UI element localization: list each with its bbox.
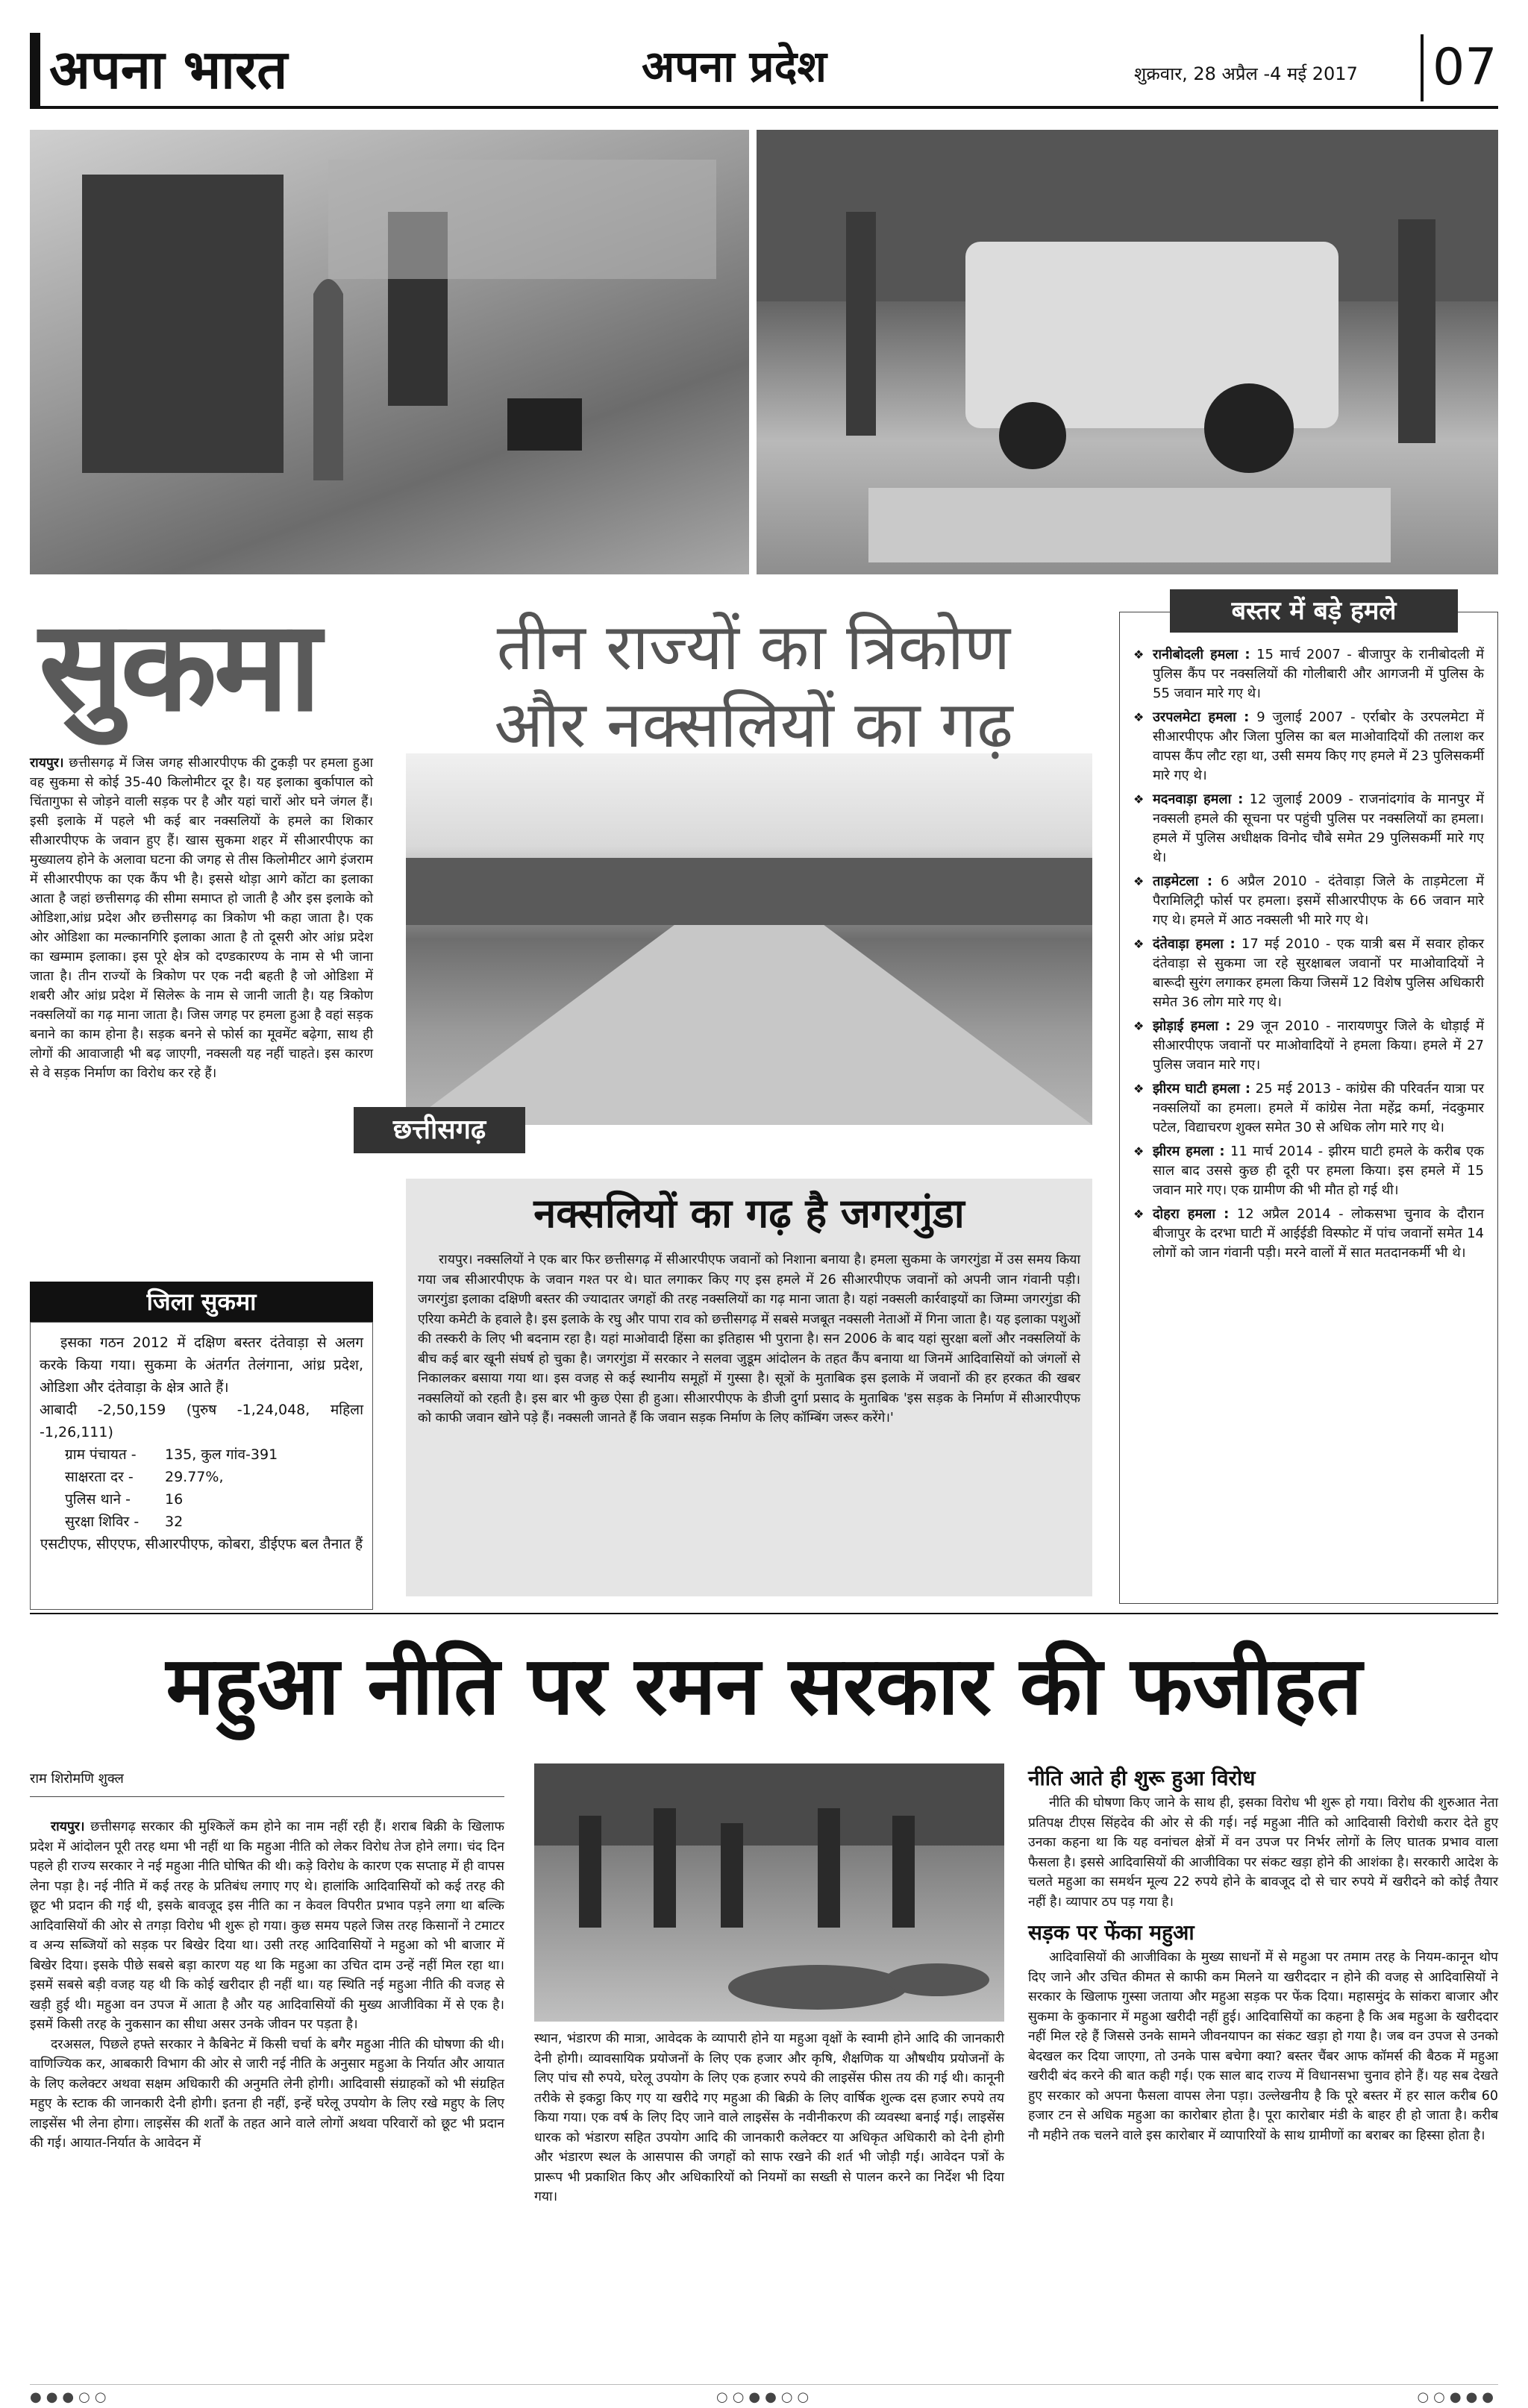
mahua-column-1 bbox=[30, 1817, 504, 2154]
photo-maoist-camp bbox=[30, 130, 749, 574]
mahua-col3-para-1: नीति की घोषणा किए जाने के साथ ही, इसका विरोध भी शुरू हो गया। विरोध की शुरुआत नेता प्रतिपक्ष टीएस सिंहदेव की ओर से की गई। नई महुआ नीति को आदिवासी विरोधी करार देते हुए उनका कहना था कि यह वनांचल क्षेत्रों में वन उपज पर निर्भर लोगों के लिए घातक प्रभाव वाला फैसला है। इससे आदिवासियों की आजीविका पर संकट खड़ा होने की आशंका है। सरकारी आदेश के चलते महुआ का समर्थन मूल्य 22 रुपये होने के बावजूद दो से चार रुपये में खरीदने को कोई तैयार नहीं है। व्यापार ठप पड़ गया है। bbox=[1028, 1796, 1498, 1910]
mahua-col3-para-2: आदिवासियों की आजीविका के मुख्य साधनों में से महुआ पर तमाम तरह के नियम-कानून थोप दिए जाने और उचित कीमत से काफी कम मिलने या खरीददार न होने की वजह से आदिवासियों ने सरकार के खिलाफ गुस्सा जताया और महुआ सड़क पर फेंक दिया। महासमुंद के सांकरा बाजार और सुकमा के कुकानार में महुआ खरीदी नहीं हुई। आदिवासियों का कहना है कि अब महुआ के खरीददार नहीं मिल रहे हैं जिससे उनके सामने जीवनयापन का संकट खड़ा हो गया है। जब वन उपज से उनको बेदखल कर दिया जाएगा, तो उनके पास बचेगा क्या? बस्तर चैंबर आफ कॉमर्स की बैठक में महुआ खरीदी बंद करने की बात कही गई। एक साल बाद राज्य में विधानसभा चुनाव होने हैं। यह सब देखते हुए सरकार को अपना फैसला वापस लेना पड़ा। उल्लेखनीय है कि पूरे बस्तर में हर साल करीब 60 हजार टन से अधिक महुआ का कारोबार होता है। पूरा कारोबार मंडी के बाहर ही हो जाता है। करीब नौ महीने तक चलने वाले इस कारोबार में व्यापारियों के साथ ग्रामीणों का बराबर का हिस्सा होता है। bbox=[1028, 1950, 1498, 2143]
attack-item bbox=[1133, 645, 1484, 703]
mahua-col2-text: स्थान, भंडारण की मात्रा, आवेदक के व्यापारी होने या महुआ वृक्षों के स्वामी होने आदि की जानकारी देनी होगी। व्यावसायिक प्रयोजनों के लिए एक हजार और कृषि, शैक्षणिक या औषधीय प्रयोजनों के लिए पांच सौ रुपये, घरेलू उपयोग के लिए एक हजार रुपये की लाइसेंस फीस तय की गई थी। कानूनी तरीके से इकट्ठा किए गए या खरीदे गए महुआ की बिक्री के लिए वार्षिक शुल्क दस हजार रुपये तय किया गया। एक वर्ष के लिए दिए जाने वाले लाइसेंस के नवीनीकरण की व्यवस्था बनाई गई। लाइसेंस धारक को भंडारण सहित उपयोग आदि की जानकारी कलेक्टर या अधिकृत अधिकारी को देनी होगी और भंडारण स्थल के आसपास की जगहों को साफ रखने की शर्त भी जोड़ी गई। आवेदन पत्रों के प्रारूप भी प्रकाशित किए और अधिकारियों को नियमों का सख्ती से पालन करने का निर्देश भी दिया गया। bbox=[534, 2031, 1004, 2204]
district-stat-row: पुलिस थाने - 16 bbox=[65, 1491, 184, 1508]
attack-item bbox=[1133, 1142, 1484, 1200]
attack-name: झोड़ाई हमला : bbox=[1153, 1018, 1231, 1034]
dateline: शुक्रवार, 28 अप्रैल -4 मई 2017 bbox=[1134, 63, 1358, 84]
state-label: छत्तीसगढ़ bbox=[354, 1107, 525, 1153]
attack-name: झीरम घाटी हमला : bbox=[1153, 1081, 1251, 1097]
attack-text: 25 मई 2013 - कांग्रेस की परिवर्तन यात्रा पर नक्सलियों का हमला। हमले में कांग्रेस नेता महेंद्र कर्मा, नंदकुमार पटेल, विद्याचरण शुक्ल समेत 30 से अधिक लोग मारे गए थे। bbox=[1153, 1081, 1484, 1135]
jagargunda-headline: नक्सलियों का गढ़ है जगरगुंडा bbox=[533, 1190, 965, 1237]
subhead-road: सड़क पर फेंका महुआ bbox=[1028, 1920, 1194, 1945]
byline: राम शिरोमणि शुक्ल bbox=[30, 1769, 504, 1797]
attack-text: 6 अप्रैल 2010 - दंतेवाड़ा जिले के ताड़मेटला में पैरामिलिट्री फोर्स पर हमला। इसमें सीआरपीएफ के 66 जवान मारे गए थे। हमले में आठ नक्सली भी मारे गए थे। bbox=[1153, 874, 1484, 928]
attack-item bbox=[1133, 708, 1484, 786]
attack-text: 9 जुलाई 2007 - एर्राबोर के उरपलमेटा में सीआरपीएफ और जिला पुलिस का बल माओवादियों की तलाश कर वापस कैंप लौट रहा था, उसी समय किए गए हमले में 23 पुलिसकर्मी मारे गए थे। bbox=[1153, 709, 1484, 783]
attack-item bbox=[1133, 935, 1484, 1012]
footer-dots-icon: ●●●○○ bbox=[30, 2389, 111, 2405]
attack-name: झीरम हमला : bbox=[1153, 1144, 1225, 1159]
photo-jungle-road bbox=[406, 753, 1092, 1125]
mahua-para-1: छत्तीसगढ़ सरकार की मुश्किलें कम होने का नाम नहीं रही हैं। शराब बिक्री के खिलाफ प्रदेश में आंदोलन पूरी तरह थमा भी नहीं था कि महुआ नीति को लेकर विरोध तेज होने लगा। चंद दिन पहले ही राज्य सरकार ने नई महुआ नीति घोषित की थी। कड़े विरोध के कारण एक सप्ताह में ही वापस लेना पड़ा है। नई नीति में कई तरह के प्रतिबंध लगाए गए थे। हालांकि आदिवासियों को कई तरह की छूट भी प्रदान की गई थी, इसके बावजूद इस नीति का न केवल विपरीत प्रभाव पड़ने लगा था बल्कि आदिवासियों की ओर से तगड़ा विरोध भी शुरू हो गया। कुछ समय पहले जिस तरह किसानों ने टमाटर व अन्य सब्जियों को सड़क पर बिखेर दिया था। उसी तरह आदिवासियों ने महुआ को भी बाजार में बिखेर दिया। इसके पीछे सबसे बड़ा कारण यह था कि महुआ का उचित दाम उन्हें नहीं मिल रहा था। इसमें सबसे बड़ी वजह यह थी कि कोई खरीदार ही नहीं था। यह स्थिति नई महुआ नीति की वजह से खड़ी हुई थी। महुआ वन उपज में आता है और यह आदिवासियों की मुख्य आजीविका में से एक है। इसमें किसी तरह के नुकसान का सीधा असर उनके जीवन पर पड़ता है। bbox=[30, 1819, 505, 2032]
attack-name: दंतेवाड़ा हमला : bbox=[1153, 936, 1236, 952]
attack-item bbox=[1133, 1079, 1484, 1138]
attack-name: मदनवाड़ा हमला : bbox=[1153, 791, 1244, 807]
attack-item bbox=[1133, 872, 1484, 930]
sukma-body-text: छत्तीसगढ़ में जिस जगह सीआरपीएफ की टुकड़ी पर हमला हुआ वह सुकमा से कोई 35-40 किलोमीटर दूर है। यह इलाका बुर्कापाल को चिंतागुफा से जोड़ने वाली सड़क पर है और यहां चारों ओर घने जंगल हैं। इसी इलाके में पहले भी कई बार नक्सलियों के हमले का शिकार सीआरपीएफ के जवान हुए हैं। खास सुकमा शहर में सीआरपीएफ का मुख्यालय होने के अलावा घटना की जगह से तीस किलोमीटर आगे इंजराम में सीआरपीएफ का एक कैंप भी है। इससे थोड़ा आगे कोंटा का इलाका आता है जहां छत्तीसगढ़ की सीमा समाप्त हो जाती है और इस इलाके को ओडिशा,आंध्र प्रदेश और छत्तीसगढ़ का त्रिकोण भी कहा जाता है। एक ओर ओडिशा का मल्कानगिरि इलाका आता है तो दूसरी ओर आंध्र प्रदेश का खम्माम इलाका। इस पूरे क्षेत्र को दण्डकारण्य के नाम से भी जाना जाता है। तीन राज्यों के त्रिकोण पर एक नदी बहती है जो ओडिशा में शबरी और आंध्र प्रदेश में सिलेरू के नाम से जानी जाती है। यह त्रिकोण नक्सलियों का गढ़ माना जाता है। जिस जगह पर हमला हुआ है वहां सड़क बनाने का काम होना है। सड़क बनने से फोर्स का मूवमेंट बढ़ेगा, साथ ही लोगों की आवाजाही भी बढ़ जाएगी, नक्सली यह नहीं चाहते। इस कारण से वे सड़क निर्माण का विरोध कर रहे हैं। bbox=[30, 756, 373, 1081]
diamond-bullet-icon: ❖ bbox=[1133, 1019, 1145, 1033]
photo-jeep-icon bbox=[757, 130, 1498, 574]
section-divider bbox=[30, 1613, 1498, 1614]
triangle-headline: तीन राज्यों का त्रिकोण और नक्सलियों का गढ़ bbox=[494, 610, 1013, 762]
footer-dots-icon: ○○●●○○ bbox=[716, 2389, 814, 2405]
attack-list bbox=[1133, 645, 1484, 1263]
page-number-divider bbox=[1421, 34, 1424, 101]
attack-item bbox=[1133, 1205, 1484, 1263]
district-forces-note: एसटीएफ, सीएएफ, सीआरपीएफ, कोबरा, डीईएफ बल तैनात हैं bbox=[40, 1536, 363, 1552]
attack-name: उरपलमेटा हमला : bbox=[1153, 709, 1250, 725]
diamond-bullet-icon: ❖ bbox=[1133, 710, 1145, 724]
sukma-article bbox=[30, 753, 373, 1083]
sukma-title: सुकमा bbox=[39, 592, 319, 739]
district-box-title: जिला सुकमा bbox=[30, 1282, 373, 1322]
district-fact-box bbox=[30, 1322, 373, 1610]
diamond-bullet-icon: ❖ bbox=[1133, 1144, 1145, 1158]
jagargunda-body: रायपुर। नक्सलियों ने एक बार फिर छत्तीसगढ़ में सीआरपीएफ जवानों को निशाना बनाया है। हमला सुकमा के जगरगुंडा में उस समय किया गया जब सीआरपीएफ के जवान गश्त पर थे। घात लगाकर किए गए इस हमले में 26 सीआरपीएफ जवानों को अपनी जान गंवानी पड़ी। जगरगुंडा इलाका दक्षिणी बस्तर की ज्यादातर जगहों की तरह नक्सलियों का गढ़ माना जाता है। यहां नक्सली कार्रवाइयों का जिम्मा जगरगुंडा की एरिया कमेटी के हवाले है। इस इलाके के रघु और पापा राव को छत्तीसगढ़ में सबसे मजबूत नक्सली नेताओं में गिना जाता है। यह इलाका पशुओं की तस्करी के लिए भी बदनाम रहा है। यहां माओवादी हिंसा का इतिहास भी पुराना है। सन 2006 के बाद यहां सुरक्षा बलों और नक्सलियों के बीच कई बार खूनी संघर्ष हो चुका है। जगरगुंडा में सरकार ने सलवा जुडूम आंदोलन के तहत कैंप बनाया था जिनमें आदिवासियों को जंगलों से निकालकर बसाया गया था। इस वजह से कई स्थानीय समूहों में गुस्सा है। सूत्रों के मुताबिक इस इलाके में जवानों की हर हरकत की खबर नक्सलियों को रहती है। इस बार भी कुछ ऐसा ही हुआ। सीआरपीएफ के डीजी दुर्गा प्रसाद के मुताबिक 'इस सड़क के निर्माण में सीआरपीएफ को काफी जवान खोने पड़े हैं। नक्सली जानते हैं कि जवान सड़क निर्माण के लिए कॉम्बिंग जरूर करेंगे।' bbox=[418, 1252, 1080, 1426]
photo-mahua-icon bbox=[534, 1763, 1004, 2022]
mahua-column-3 bbox=[1028, 1763, 1498, 2151]
mahua-lead: रायपुर। bbox=[51, 1819, 85, 1834]
district-intro: इसका गठन 2012 में दक्षिण बस्तर दंतेवाड़ा से अलग करके किया गया। सुकमा के अंतर्गत तेलंगाना, आंध्र प्रदेश, ओडिशा और दंतेवाड़ा के क्षेत्र आते हैं। bbox=[40, 1335, 363, 1396]
section-title: अपना प्रदेश bbox=[642, 41, 827, 92]
attack-item bbox=[1133, 790, 1484, 868]
district-population: आबादी -2,50,159 (पुरुष -1,24,048, महिला -1,26,111) bbox=[40, 1402, 363, 1440]
photo-mahua-protest bbox=[534, 1763, 1004, 2022]
diamond-bullet-icon: ❖ bbox=[1133, 648, 1145, 662]
district-stat-row: सुरक्षा शिविर - 32 bbox=[65, 1514, 184, 1530]
attack-name: ताड़मेटला : bbox=[1153, 874, 1213, 889]
footer-dots-icon: ○○●●● bbox=[1417, 2389, 1498, 2405]
sukma-lead: रायपुर। bbox=[30, 756, 64, 771]
jagargunda-article bbox=[406, 1179, 1092, 1596]
diamond-bullet-icon: ❖ bbox=[1133, 792, 1145, 806]
attack-text: 12 अप्रैल 2014 - लोकसभा चुनाव के दौरान बीजापुर के दरभा घाटी में आईईडी विस्फोट में पांच जवानों समेत 14 लोगों को जान गंवानी पड़ी। मरने वालों में सात मतदानकर्मी भी थे। bbox=[1153, 1206, 1484, 1261]
mahua-para-2: दरअसल, पिछले हफ्ते सरकार ने कैबिनेट में किसी चर्चा के बगैर महुआ नीति की घोषणा की थी। वाणिज्यिक कर, आबकारी विभाग की ओर से जारी नई नीति के अनुसार महुआ के निर्यात और आयात के लिए कलेक्टर अथवा सक्षम अधिकारी की अनुमति लेनी होगी। आदिवासी संग्राहकों को भी संग्रहित महुए के स्टाक की जानकारी देनी होगी। इतना ही नहीं, इन्हें घरेलू उपयोग के लिए रखे महुए के लिए लाइसेंस भी लेना होगा। लाइसेंस की शर्तों के तहत आने वाले लोगों अथवा परिवारों को छूट भी प्रदान की गई। आयात-निर्यात के आवेदन में bbox=[30, 2037, 504, 2151]
diamond-bullet-icon: ❖ bbox=[1133, 937, 1145, 951]
brand-logo: अपना भारत bbox=[49, 37, 288, 101]
attack-text: 11 मार्च 2014 - झीरम घाटी हमले के करीब एक साल बाद उससे कुछ ही दूरी पर हमला किया। इस हमले में 15 जवान मारे गए। एक ग्रामीण की भी मौत हो गई थी। bbox=[1153, 1144, 1484, 1198]
photo-crpf-jeep bbox=[757, 130, 1498, 574]
attack-name: दोहरा हमला : bbox=[1153, 1206, 1230, 1222]
mahua-headline: महुआ नीति पर रमन सरकार की फजीहत bbox=[166, 1639, 1362, 1733]
photo-road-icon bbox=[406, 753, 1092, 1125]
footer-rule bbox=[30, 2384, 1498, 2405]
page-number: 07 bbox=[1432, 38, 1497, 97]
bastar-box-title: बस्तर में बड़े हमले bbox=[1170, 589, 1458, 633]
attack-text: 12 जुलाई 2009 - राजनांदगांव के मानपुर में नक्सली हमले की सूचना पर पहुंची पुलिस पर नक्सलियों का हमला। हमले में पुलिस अधीक्षक विनोद चौबे समेत 29 पुलिसकर्मी मारे गए थे। bbox=[1153, 791, 1484, 865]
attack-text: 17 मई 2010 - एक यात्री बस में सवार होकर दंतेवाड़ा से सुकमा जा रहे सुरक्षाबल जवानों पर माओवादियों ने बारूदी सुरंग लगाकर हमला किया जिसमें 12 विशेष पुलिस अधिकारी समेत 36 लोग मारे गए थे। bbox=[1153, 936, 1484, 1010]
brand-bar bbox=[30, 33, 40, 106]
photo-flags-icon bbox=[30, 130, 749, 574]
attack-name: रानीबोदली हमला : bbox=[1153, 647, 1250, 662]
attack-text: 29 जून 2010 - नारायणपुर जिले के धोड़ाई में सीआरपीएफ जवानों पर माओवादियों ने हमला किया। हमले में 27 पुलिस जवान मारे गए। bbox=[1153, 1018, 1484, 1073]
district-stat-row: साक्षरता दर - 29.77%, bbox=[65, 1469, 224, 1485]
attack-item bbox=[1133, 1017, 1484, 1075]
district-stat-row: ग्राम पंचायत - 135, कुल गांव-391 bbox=[65, 1446, 278, 1463]
subhead-protest: नीति आते ही शुरू हुआ विरोध bbox=[1028, 1766, 1256, 1790]
diamond-bullet-icon: ❖ bbox=[1133, 1082, 1145, 1096]
bastar-attacks-box bbox=[1119, 612, 1498, 1604]
mahua-column-2 bbox=[534, 2029, 1004, 2207]
diamond-bullet-icon: ❖ bbox=[1133, 1207, 1145, 1221]
diamond-bullet-icon: ❖ bbox=[1133, 874, 1145, 888]
attack-text: 15 मार्च 2007 - बीजापुर के रानीबोदली में पुलिस कैंप पर नक्सलियों की गोलीबारी और आगजनी में पुलिस के 55 जवान मारे गए थे। bbox=[1153, 647, 1484, 701]
